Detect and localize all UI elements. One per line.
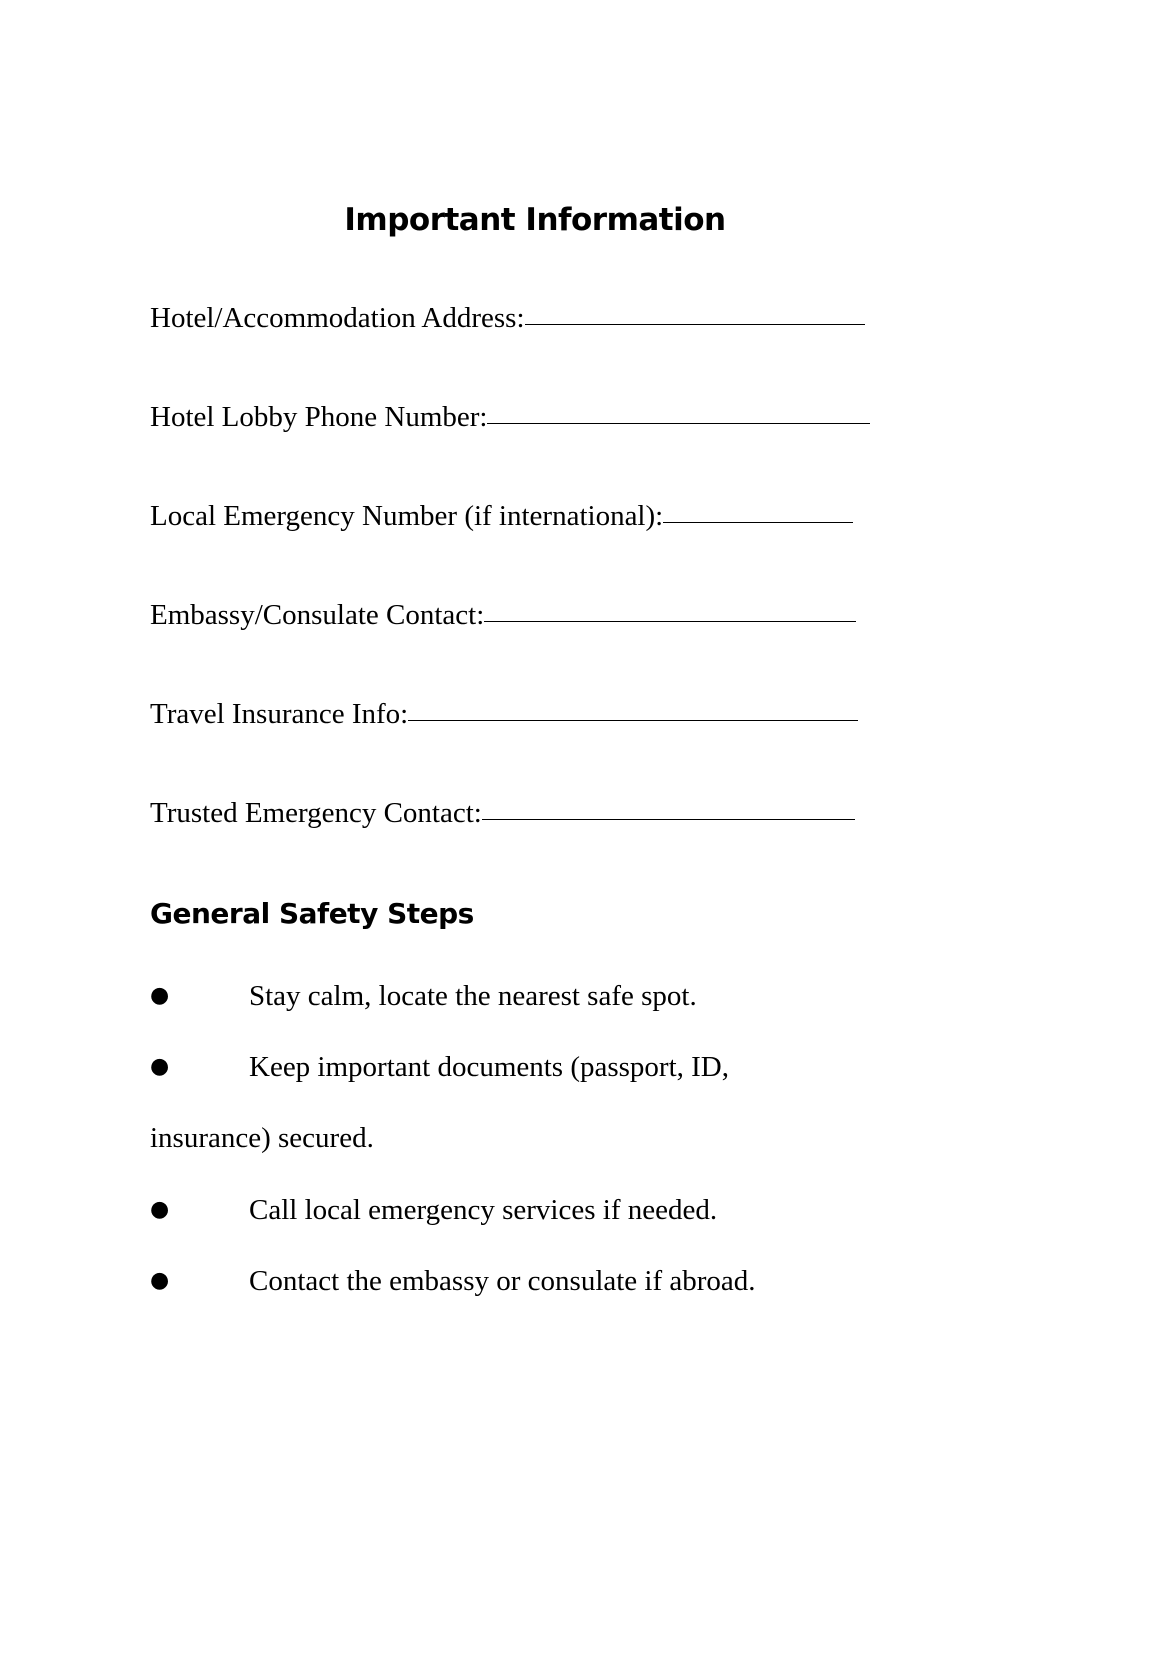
list-item-continuation: insurance) secured. xyxy=(150,1122,374,1154)
bullet-icon: ● xyxy=(150,1197,170,1222)
field-label: Hotel/Accommodation Address: xyxy=(150,302,525,334)
field-label: Hotel Lobby Phone Number: xyxy=(150,401,488,433)
section-heading: General Safety Steps xyxy=(150,897,474,930)
field-lobby-phone xyxy=(150,395,870,435)
field-trusted-contact xyxy=(150,791,855,831)
field-label: Embassy/Consulate Contact: xyxy=(150,599,485,631)
bullet-icon: ● xyxy=(150,1054,170,1079)
field-label: Local Emergency Number (if international): xyxy=(150,500,664,532)
field-embassy-contact xyxy=(150,593,856,633)
bullet-icon: ● xyxy=(150,983,170,1008)
fill-in-blank xyxy=(525,294,865,325)
fill-in-blank xyxy=(487,393,870,424)
field-local-emergency-number xyxy=(150,494,853,534)
page-title: Important Information xyxy=(344,202,726,238)
fill-in-blank xyxy=(484,591,856,622)
field-travel-insurance xyxy=(150,692,858,732)
field-hotel-address xyxy=(150,296,865,336)
list-item-text: Keep important documents (passport, ID, xyxy=(249,1051,730,1083)
fill-in-blank xyxy=(482,789,855,820)
fill-in-blank xyxy=(663,492,853,523)
fill-in-blank xyxy=(408,690,858,721)
field-label: Trusted Emergency Contact: xyxy=(150,797,482,829)
list-item-text: Stay calm, locate the nearest safe spot. xyxy=(249,980,697,1012)
list-item-text: Call local emergency services if needed. xyxy=(249,1194,718,1226)
bullet-icon: ● xyxy=(150,1268,170,1293)
list-item-text: Contact the embassy or consulate if abroad. xyxy=(249,1265,756,1297)
field-label: Travel Insurance Info: xyxy=(150,698,409,730)
